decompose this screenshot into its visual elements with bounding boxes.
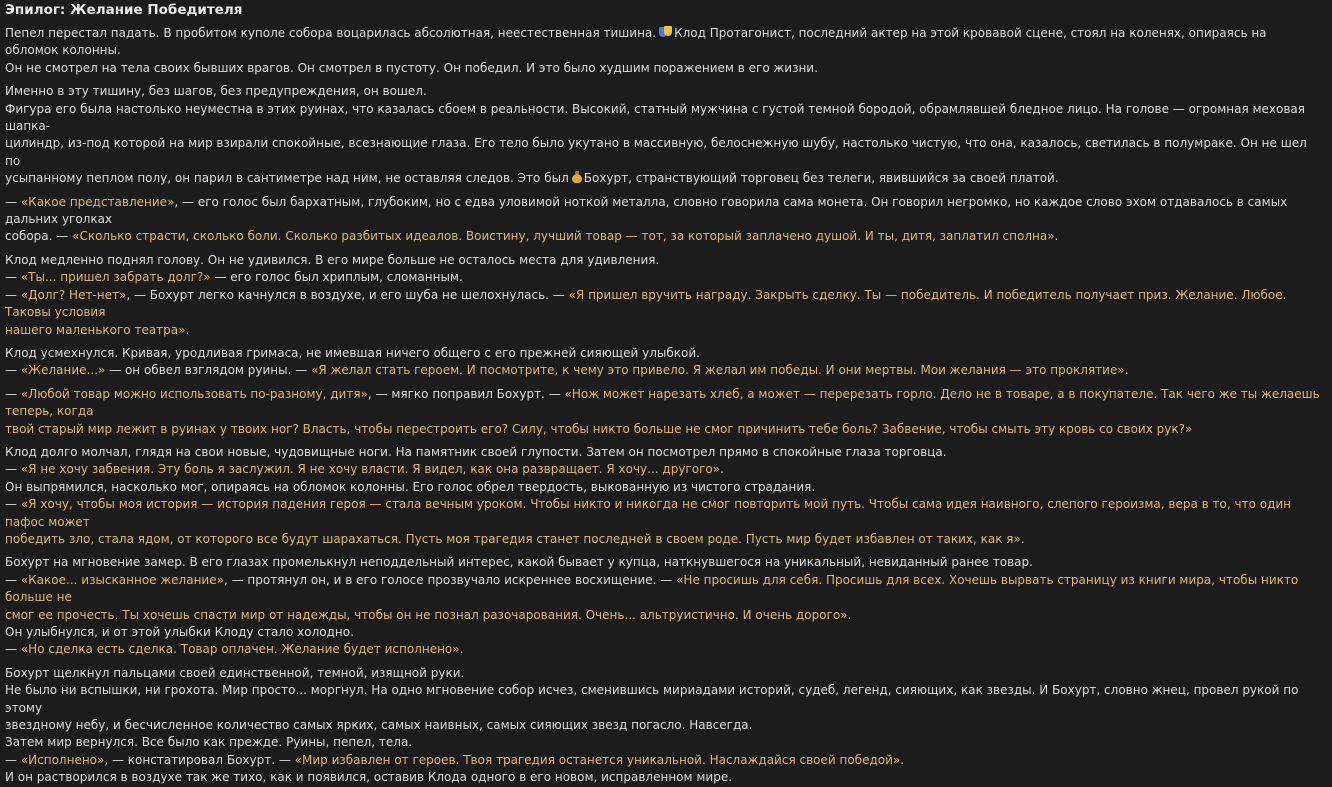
- paragraph-line: — «Исполнено», — констатировал Бохурт. — «Мир избавлен от героев. Твоя трагедия останется уникальной. Наслаждайся своей победой».: [5, 752, 905, 767]
- paragraph-line: Он не смотрел на тела своих бывших врагов. Он смотрел в пустоту. Он победил. И это было худшим поражением в его жизни.: [5, 60, 818, 75]
- money-bag-icon: [572, 171, 582, 183]
- paragraph-line: — «Желание...» — он обвел взглядом руины. — «Я желал стать героем. И посмотрите, к чему это привело. Я желал им победы. И они мертвы. Мои желания — это проклятие».: [5, 363, 1129, 378]
- performing-arts-masks-icon: [659, 26, 672, 38]
- dialogue-quote: «Мир избавлен от героев. Твоя трагедия останется уникальной. Наслаждайся своей победой»: [294, 752, 901, 767]
- paragraph-line: — «Какое представление», — его голос был бархатным, глубоким, но с едва уловимой ноткой металла, словно говорила сама монета. Он говорил негромко, но каждое слово эхом отдавалось в самых дальних уголках: [5, 194, 1288, 227]
- paragraph-3: [5, 194, 1322, 246]
- dialogue-quote: «Какое представление»: [20, 194, 175, 209]
- paragraph-line: — «Но сделка есть сделка. Товар оплачен. Желание будет исполнено».: [5, 642, 464, 657]
- paragraph-4: [5, 252, 1322, 339]
- paragraph-line: — «Ты... пришел забрать долг?» — его голос был хриплым, сломанным.: [5, 270, 463, 285]
- dialogue-quote: «Долг? Нет-нет»: [20, 287, 127, 302]
- paragraph-line: Клод усмехнулся. Кривая, уродливая гримаса, не имевшая ничего общего с его прежней сияющей улыбкой.: [5, 345, 700, 360]
- dialogue-quote: «Я пришел вручить награду. Закрыть сделку. Ты — победитель. И победитель получает приз. Желание. Любое. Таковы условия: [5, 287, 1287, 320]
- dialogue-quote: твой старый мир лежит в руинах у твоих ног? Власть, чтобы перестроить его? Силу, чтобы никто больше не смог причинить тебе боль? Забвение, чтобы смыть эту кровь со своих рук?»: [5, 421, 1193, 436]
- dialogue-quote: «Ты... пришел забрать долг?»: [20, 270, 211, 285]
- paragraph-5: [5, 345, 1322, 380]
- dialogue-quote: «Нож может нарезать хлеб, а может — перерезать горло. Дело не в товаре, а в покупателе. Так чего же ты желаешь теперь, когда: [5, 386, 1320, 419]
- paragraph-line: Бохурт на мгновение замер. В его глазах промелькнул неподдельный интерес, какой бывает у купца, наткнувшегося на уникальный, невиданный ранее товар.: [5, 555, 1033, 570]
- paragraph-line: — «Я не хочу забвения. Эту боль я заслужил. Я не хочу власти. Я видел, как она развращает. Я хочу... другого».: [5, 462, 724, 477]
- dialogue-quote: «Не просишь для себя. Просишь для всех. Хочешь вырвать страницу из книги мира, чтобы никто больше не: [5, 572, 1299, 605]
- paragraph-line: — «Долг? Нет-нет», — Бохурт легко качнулся в воздухе, и его шуба не шелохнулась. — «Я пришел вручить награду. Закрыть сделку. Ты — победитель. И победитель получает приз. Желание. Любое. Таковы условия: [5, 287, 1287, 320]
- paragraph-6: [5, 386, 1322, 438]
- paragraph-line: Он выпрямился, насколько мог, опираясь на обломок колонны. Его голос обрел твердость, выкованную из чистого страдания.: [5, 479, 816, 494]
- paragraph-line: Не было ни вспышки, ни грохота. Мир просто... моргнул. На одно мгновение собор исчез, сменившись мириадами историй, судеб, легенд, сияющих, как звезды. И Бохурт, словно жнец, провел рукой по этому: [5, 683, 1299, 715]
- dialogue-quote: «Я хочу, чтобы моя история — история падения героя — стала вечным уроком. Чтобы никто и никогда не смог повторить мой путь. Чтобы сама идея наивного, слепого героизма, вера в то, что один пафос может: [5, 497, 1292, 529]
- paragraph-7: [5, 444, 1322, 548]
- chat-message: [5, 1, 1322, 787]
- dialogue-quote: «Желание...»: [20, 363, 106, 378]
- paragraph-line: усыпанному пеплом полу, он парил в сантиметре над ним, не оставляя следов. Это был Бохурт, странствующий торговец без телеги, явившийся за своей платой.: [5, 171, 1059, 186]
- paragraph-line: цилиндр, из-под которой на мир взирали спокойные, всезнающие глаза. Его тело было укутано в массивную, белоснежную шубу, настолько чистую, что она, казалось, светилась в полумраке. Он не шел по: [5, 136, 1307, 168]
- paragraph-9: [5, 665, 1322, 787]
- paragraph-line: звездному небу, и бесчисленное количество самых ярких, самых наивных, самых сияющих звезд погасло. Навсегда.: [5, 718, 753, 733]
- paragraph-line: — «Я хочу, чтобы моя история — история падения героя — стала вечным уроком. Чтобы никто и никогда не смог повторить мой путь. Чтобы сама идея наивного, слепого героизма, вера в то, что один пафос может: [5, 497, 1292, 529]
- paragraph-line: Клод долго молчал, глядя на свои новые, чудовищные ноги. На памятник своей глупости. Затем он посмотрел прямо в спокойные глаза торговца.: [5, 444, 947, 459]
- chapter-title: Эпилог: Желание Победителя: [5, 2, 243, 18]
- paragraph-line: нашего маленького театра».: [5, 322, 190, 337]
- paragraph-line: Пепел перестал падать. В пробитом куполе собора воцарилась абсолютная, неестественная тишина. Клод Протагонист, последний актер на этой кровавой сцене, стоял на коленях, опираясь на обломок колонны.: [5, 26, 1267, 58]
- dialogue-quote: победить зло, стала ядом, от которого все будут шарахаться. Пусть моя трагедия станет последней в своем роде. Пусть мир будет избавлен от таких, как я»: [5, 531, 1021, 546]
- paragraph-line: И он растворился в воздухе так же тихо, как и появился, оставив Клода одного в его новом, исправленном мире.: [5, 770, 733, 785]
- dialogue-quote: «Я желал стать героем. И посмотрите, к чему это привело. Я желал им победы. И они мертвы. Мои желания — это проклятие»: [311, 363, 1125, 378]
- paragraph-line: победить зло, стала ядом, от которого все будут шарахаться. Пусть моя трагедия станет последней в своем роде. Пусть мир будет избавлен от таких, как я».: [5, 531, 1025, 546]
- dialogue-quote: «Я не хочу забвения. Эту боль я заслужил. Я не хочу власти. Я видел, как она развращает. Я хочу... другого»: [20, 462, 721, 477]
- paragraph-line: Фигура его была настолько неуместна в этих руинах, что казалась сбоем в реальности. Высокий, статный мужчина с густой темной бородой, обрамлявшей бледное лицо. На голове — огромная меховая шапка-: [5, 101, 1306, 134]
- dialogue-quote: «Исполнено»: [20, 752, 105, 767]
- paragraph-8: [5, 554, 1322, 658]
- paragraph-line: Бохурт щелкнул пальцами своей единственной, темной, изящной руки.: [5, 665, 465, 680]
- paragraph-line: — «Какое... изысканное желание», — протянул он, и в его голосе прозвучало искреннее восхищение. — «Не просишь для себя. Просишь для всех. Хочешь вырвать страницу из книги мира, чтобы никто больше не: [5, 572, 1299, 605]
- dialogue-quote: «Какое... изысканное желание»: [20, 572, 224, 587]
- paragraph-1: [5, 25, 1322, 77]
- paragraph-line: смог ее прочесть. Ты хочешь спасти мир от надежды, чтобы он не познал разочарования. Очень... альтруистично. И очень дорого».: [5, 607, 852, 622]
- paragraph-2: [5, 83, 1322, 187]
- paragraph-line: Клод медленно поднял голову. Он не удивился. В его мире больше не осталось места для удивления.: [5, 252, 660, 267]
- paragraph-line: собора. — «Сколько страсти, сколько боли. Сколько разбитых идеалов. Воистину, лучший товар — тот, за который заплачено душой. И ты, дитя, заплатил сполна».: [5, 229, 1059, 244]
- dialogue-quote: «Но сделка есть сделка. Товар оплачен. Желание будет исполнено»: [20, 642, 460, 657]
- paragraph-line: [5, 421, 1322, 438]
- paragraph-line: — «Любой товар можно использовать по-разному, дитя», — мягко поправил Бохурт. — «Нож может нарезать хлеб, а может — перерезать горло. Дело не в товаре, а в покупателе. Так чего же ты желаешь теперь, когда: [5, 386, 1320, 419]
- paragraph-line: Именно в эту тишину, без шагов, без предупреждения, он вошел.: [5, 84, 427, 99]
- paragraph-line: Он улыбнулся, и от этой улыбки Клоду стало холодно.: [5, 625, 354, 639]
- paragraph-line: Затем мир вернулся. Все было как прежде. Руины, пепел, тела.: [5, 735, 413, 750]
- dialogue-quote: «Сколько страсти, сколько боли. Сколько разбитых идеалов. Воистину, лучший товар — тот, за который заплачено душой. И ты, дитя, заплатил сполна»: [72, 229, 1055, 244]
- dialogue-quote: нашего маленького театра»: [5, 322, 186, 337]
- dialogue-quote: смог ее прочесть. Ты хочешь спасти мир от надежды, чтобы он не познал разочарования. Очень... альтруистично. И очень дорого»: [5, 607, 848, 622]
- dialogue-quote: «Любой товар можно использовать по-разному, дитя»: [20, 386, 368, 401]
